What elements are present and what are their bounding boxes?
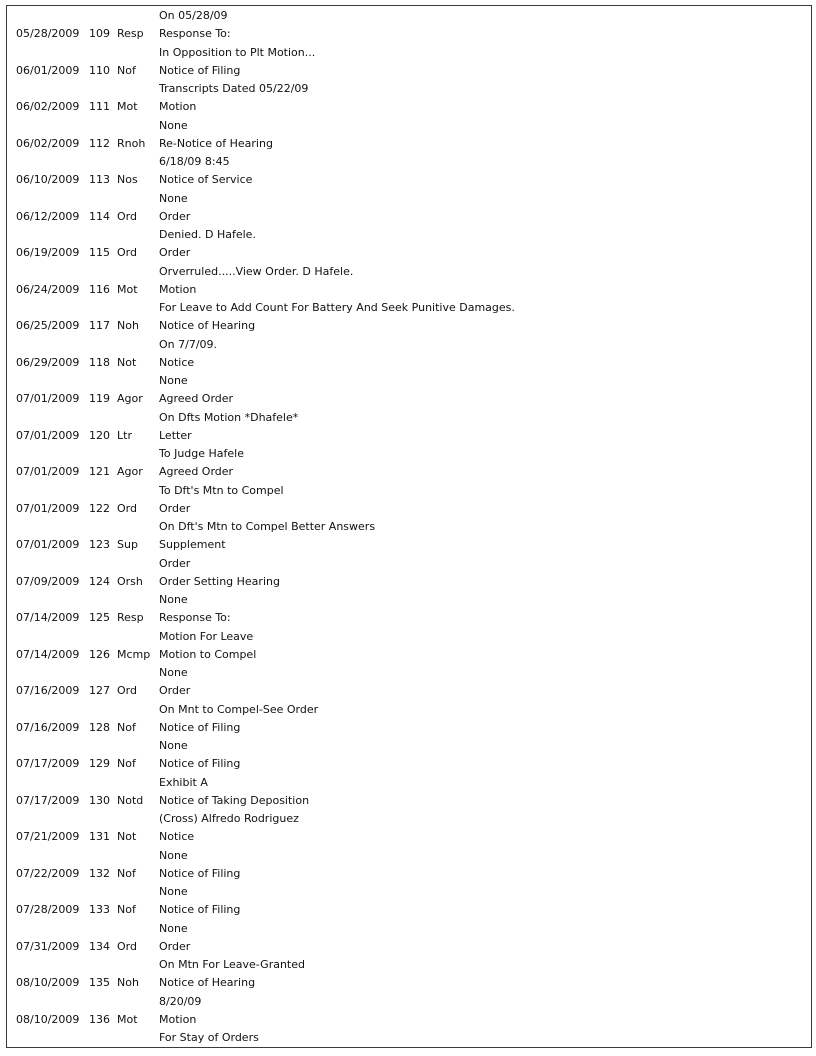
entry-number: 120 (89, 428, 110, 442)
docket-entry-detail-row (16, 628, 515, 646)
entry-description: Notice of Filing (159, 720, 241, 734)
docket-entry-detail-row (16, 409, 515, 427)
entry-description: Response To: (159, 611, 231, 625)
entry-number: 123 (89, 538, 110, 552)
entry-description: Agreed Order (159, 465, 234, 479)
entry-number: 118 (89, 355, 110, 369)
docket-entry-detail-row (16, 226, 515, 244)
entry-description: Motion to Compel (159, 647, 257, 661)
entry-description: Order (159, 939, 191, 953)
docket-entry-row (16, 25, 515, 43)
docket-entry-row (16, 62, 515, 80)
entry-number: 114 (89, 209, 110, 223)
entry-detail: On 05/28/09 (159, 9, 228, 22)
docket-entry-row (16, 719, 515, 737)
entry-description: Order (159, 501, 191, 515)
entry-code: Not (117, 830, 137, 844)
docket-entry-detail-row (16, 555, 515, 573)
entry-code: Ord (117, 501, 137, 515)
entry-date: 07/01/2009 (16, 428, 80, 442)
entry-code: Notd (117, 793, 144, 807)
docket-entry-row (16, 500, 515, 518)
docket-entry-row (16, 135, 515, 153)
entry-code: Ord (117, 209, 137, 223)
docket-entry-row (16, 938, 515, 956)
entry-code: Nof (117, 903, 136, 917)
docket-entry-detail-row (16, 153, 515, 171)
docket-entry-row (16, 573, 515, 591)
entry-description: Order (159, 209, 191, 223)
docket-entry-row (16, 317, 515, 335)
docket-entry-row (16, 427, 515, 445)
entry-date: 07/01/2009 (16, 465, 80, 479)
entry-number: 117 (89, 319, 110, 333)
entry-code: Mcmp (117, 647, 151, 661)
entry-description: Supplement (159, 538, 226, 552)
entry-description: Notice (159, 830, 195, 844)
entry-date: 07/01/2009 (16, 392, 80, 406)
entry-code: Resp (117, 27, 144, 41)
docket-entry-row (16, 208, 515, 226)
entry-detail: None (159, 921, 188, 935)
entry-date: 07/14/2009 (16, 647, 80, 661)
entry-detail: None (159, 885, 188, 898)
entry-description: Notice of Service (159, 173, 253, 187)
docket-entries (16, 25, 515, 1047)
entry-description: Order (159, 246, 191, 260)
entry-number: 119 (89, 392, 110, 406)
lead-detail-line (16, 7, 515, 25)
docket-entry-detail-row (16, 701, 515, 719)
docket-entry-detail-row (16, 80, 515, 98)
entry-description: Motion (159, 100, 197, 114)
entry-detail: For Stay of Orders (159, 1031, 259, 1044)
entry-description: Response To: (159, 27, 231, 41)
docket-list (16, 7, 515, 1047)
docket-entry-detail-row (16, 993, 515, 1011)
docket-entry-detail-row (16, 847, 515, 865)
entry-detail: On 7/7/09. (159, 337, 218, 351)
entry-code: Nos (117, 173, 138, 187)
entry-date: 06/25/2009 (16, 319, 80, 333)
entry-number: 132 (89, 866, 110, 880)
entry-number: 133 (89, 903, 110, 917)
entry-description: Notice of Filing (159, 63, 241, 77)
docket-entry-detail-row (16, 591, 515, 609)
docket-entry-row (16, 828, 515, 846)
entry-description: Notice (159, 355, 195, 369)
entry-code: Agor (117, 465, 143, 479)
entry-code: Orsh (117, 574, 143, 588)
docket-entry-detail-row (16, 482, 515, 500)
docket-entry-detail-row (16, 664, 515, 682)
entry-date: 06/10/2009 (16, 173, 80, 187)
entry-detail: None (159, 593, 188, 606)
entry-date: 06/12/2009 (16, 209, 80, 223)
docket-entry-detail-row (16, 336, 515, 354)
entry-number: 109 (89, 27, 110, 41)
entry-date: 06/19/2009 (16, 246, 80, 260)
entry-detail: On Dft's Mtn to Compel Better Answers (159, 520, 376, 533)
entry-code: Nof (117, 720, 136, 734)
entry-date: 06/02/2009 (16, 136, 80, 150)
entry-detail: To Dft's Mtn to Compel (159, 483, 284, 497)
entry-detail: On Mtn For Leave-Granted (159, 958, 305, 971)
docket-entry-detail-row (16, 883, 515, 901)
entry-detail: Transcripts Dated 05/22/09 (159, 82, 309, 95)
entry-code: Noh (117, 319, 139, 333)
entry-detail: Exhibit A (159, 775, 208, 789)
entry-detail: On Dfts Motion *Dhafele* (159, 410, 299, 424)
entry-description: Notice of Hearing (159, 976, 256, 990)
entry-number: 129 (89, 757, 110, 771)
entry-code: Mot (117, 100, 138, 114)
docket-entry-row (16, 682, 515, 700)
entry-detail: To Judge Hafele (159, 447, 244, 460)
entry-number: 112 (89, 136, 110, 150)
entry-number: 127 (89, 684, 110, 698)
docket-entry-row (16, 792, 515, 810)
entry-code: Nof (117, 866, 136, 880)
entry-number: 116 (89, 282, 110, 296)
entry-code: Mot (117, 282, 138, 296)
entry-description: Agreed Order (159, 392, 234, 406)
docket-entry-detail-row (16, 190, 515, 208)
entry-date: 07/16/2009 (16, 720, 80, 734)
docket-entry-row (16, 646, 515, 664)
docket-entry-row (16, 755, 515, 773)
entry-number: 115 (89, 246, 110, 260)
entry-date: 07/14/2009 (16, 611, 80, 625)
entry-detail: On Mnt to Compel-See Order (159, 702, 319, 716)
entry-description: Notice of Taking Deposition (159, 793, 310, 807)
docket-entry-detail-row (16, 372, 515, 390)
entry-number: 121 (89, 465, 110, 479)
docket-entry-row (16, 354, 515, 372)
docket-entry-detail-row (16, 737, 515, 755)
docket-entry-row (16, 609, 515, 627)
entry-number: 110 (89, 63, 110, 77)
docket-entry-row (16, 974, 515, 992)
entry-detail: 8/20/09 (159, 994, 202, 1008)
entry-date: 07/01/2009 (16, 501, 80, 515)
entry-date: 07/09/2009 (16, 574, 80, 588)
entry-date: 08/10/2009 (16, 1012, 80, 1026)
entry-description: Notice of Filing (159, 866, 241, 880)
entry-code: Nof (117, 63, 136, 77)
entry-detail: Motion For Leave (159, 629, 254, 643)
docket-entry-detail-row (16, 445, 515, 463)
docket-entry-row (16, 390, 515, 408)
entry-date: 06/01/2009 (16, 63, 80, 77)
entry-detail: Order (159, 556, 191, 570)
docket-entry-detail-row (16, 263, 515, 281)
entry-description: Notice of Hearing (159, 319, 256, 333)
entry-number: 122 (89, 501, 110, 515)
docket-entry-detail-row (16, 518, 515, 536)
entry-number: 128 (89, 720, 110, 734)
docket-entry-detail-row (16, 117, 515, 135)
docket-entry-detail-row (16, 299, 515, 317)
docket-entry-detail-row (16, 44, 515, 62)
entry-number: 125 (89, 611, 110, 625)
entry-code: Noh (117, 976, 139, 990)
entry-number: 126 (89, 647, 110, 661)
entry-description: Motion (159, 282, 197, 296)
entry-date: 08/10/2009 (16, 976, 80, 990)
docket-entry-row (16, 463, 515, 481)
entry-number: 135 (89, 976, 110, 990)
docket-entry-detail-row (16, 774, 515, 792)
entry-code: Rnoh (117, 136, 146, 150)
docket-entry-row (16, 171, 515, 189)
docket-entry-detail-row (16, 956, 515, 974)
entry-date: 07/01/2009 (16, 538, 80, 552)
entry-detail: None (159, 191, 188, 205)
entry-description: Letter (159, 428, 192, 442)
entry-date: 06/24/2009 (16, 282, 80, 296)
docket-entry-row (16, 98, 515, 116)
entry-code: Ord (117, 246, 137, 260)
entry-description: Order (159, 684, 191, 698)
entry-number: 131 (89, 830, 110, 844)
entry-description: Motion (159, 1012, 197, 1026)
entry-code: Nof (117, 757, 136, 771)
entry-code: Agor (117, 392, 143, 406)
entry-number: 130 (89, 793, 110, 807)
entry-detail: None (159, 666, 188, 679)
entry-number: 124 (89, 574, 110, 588)
docket-entry-row (16, 281, 515, 299)
entry-detail: (Cross) Alfredo Rodriguez (159, 812, 299, 825)
docket-entry-detail-row (16, 920, 515, 938)
entry-description: Re-Notice of Hearing (159, 136, 273, 150)
entry-code: Not (117, 355, 137, 369)
docket-entry-row (16, 1011, 515, 1029)
entry-date: 07/31/2009 (16, 939, 80, 953)
entry-detail: None (159, 739, 188, 752)
entry-date: 07/21/2009 (16, 830, 80, 844)
entry-date: 06/29/2009 (16, 355, 80, 369)
entry-detail: In Opposition to Plt Motion... (159, 45, 316, 59)
entry-code: Ord (117, 939, 137, 953)
entry-number: 134 (89, 939, 110, 953)
entry-date: 06/02/2009 (16, 100, 80, 114)
docket-entry-detail-row (16, 1029, 515, 1047)
entry-detail: None (159, 374, 188, 387)
docket-entry-row (16, 901, 515, 919)
entry-date: 07/17/2009 (16, 793, 80, 807)
entry-detail: For Leave to Add Count For Battery And Seek Punitive Damages. (159, 301, 515, 314)
entry-detail: None (159, 848, 188, 862)
entry-code: Sup (117, 538, 138, 552)
entry-code: Ord (117, 684, 137, 698)
entry-number: 136 (89, 1012, 110, 1026)
entry-number: 113 (89, 173, 110, 187)
entry-code: Ltr (117, 428, 132, 442)
docket-entry-row (16, 536, 515, 554)
docket-entry-row (16, 865, 515, 883)
entry-date: 07/16/2009 (16, 684, 80, 698)
entry-description: Order Setting Hearing (159, 574, 280, 588)
entry-code: Mot (117, 1012, 138, 1026)
docket-entry-detail-row (16, 810, 515, 828)
entry-detail: 6/18/09 8:45 (159, 155, 230, 168)
entry-number: 111 (89, 100, 110, 114)
entry-detail: Orverruled.....View Order. D Hafele. (159, 264, 354, 278)
entry-date: 05/28/2009 (16, 27, 80, 41)
entry-detail: Denied. D Hafele. (159, 228, 256, 241)
docket-entry-row (16, 244, 515, 262)
entry-date: 07/17/2009 (16, 757, 80, 771)
entry-date: 07/22/2009 (16, 866, 80, 880)
entry-description: Notice of Filing (159, 903, 241, 917)
entry-date: 07/28/2009 (16, 903, 80, 917)
entry-detail: None (159, 118, 188, 132)
entry-code: Resp (117, 611, 144, 625)
entry-description: Notice of Filing (159, 757, 241, 771)
